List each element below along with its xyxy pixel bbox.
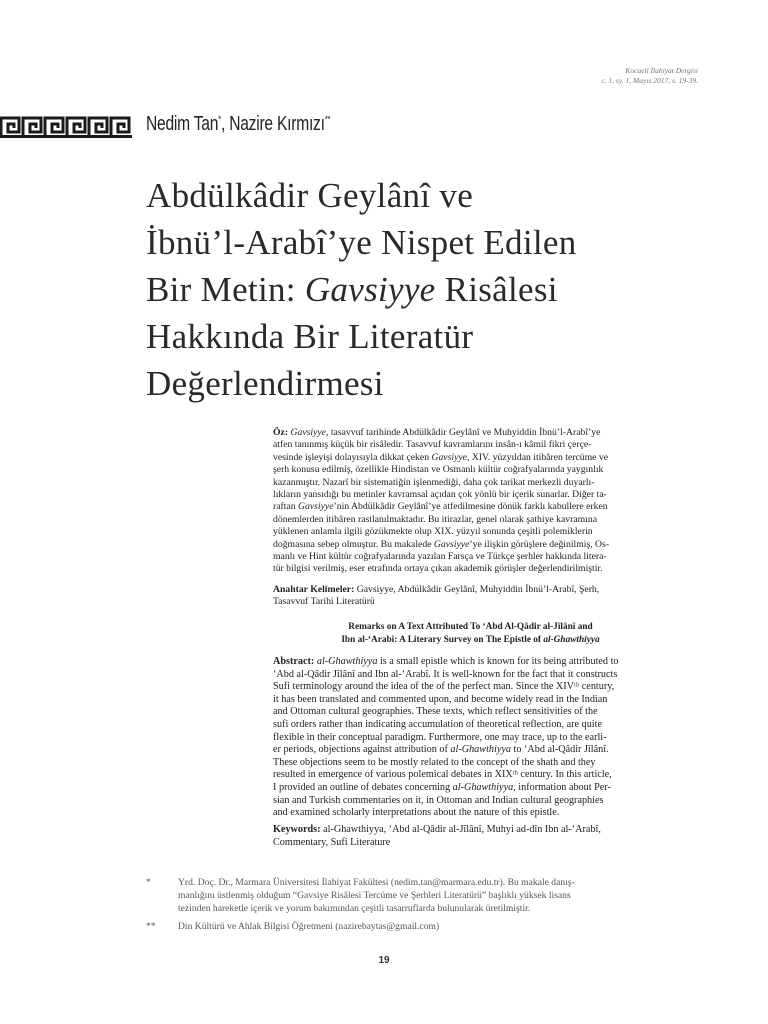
footnote-line: Din Kültürü ve Ahlak Bilgisi Öğretmeni (nazirebaytas@gmail.com): [178, 921, 440, 932]
abstract-text: These objections seem to be mostly related to the concept of the shath and they: [273, 756, 596, 768]
abstract-line: [273, 563, 668, 575]
abstract-text: raftan: [273, 501, 299, 513]
italic-term: al-Ghawthiyya: [316, 656, 378, 667]
title-line: [146, 266, 706, 313]
author-separator: ,: [220, 113, 230, 135]
keywords-label: Keywords:: [273, 824, 324, 835]
footnote-mark: *: [146, 877, 151, 888]
keywords-line: [273, 824, 668, 837]
abstract-text: ’ye ilişkin görüşlere değinilmiş, Os-: [469, 538, 610, 550]
abstract-text: lıkların yansıdığı bu metinler kavramsal açıdan çok yönlü bir içerik sunarlar. Diğer ta-: [273, 489, 607, 501]
footnote-2: [178, 920, 678, 933]
abstract-line: [273, 439, 668, 451]
english-title-italic: al-Ghawthiyya: [543, 635, 600, 645]
abstract-line: [273, 656, 668, 669]
abstract-text: , tasavvuf tarihinde Abdülkâdir Geylânî ve Muhyiddin İbnü’l-Arabî’ye: [326, 427, 601, 438]
abstract-text: resulted in emergence of various polemical debates in XIXᵗʰ century. In this article,: [273, 769, 612, 781]
title-line: İbnü’l-Arabî’ye Nispet Edilen: [146, 223, 577, 262]
abstract-text: yüklenen anlamla ilgili gözükmekte olup XIX. yüzyıl sonunda çeşitli polemiklerin: [273, 526, 593, 538]
title-line: Değerlendirmesi: [146, 364, 384, 403]
turkish-abstract: [273, 427, 668, 576]
abstract-line: [273, 694, 668, 707]
abstract-line: [273, 757, 668, 770]
abstract-text: şerh konusu edilmiş, özellikle Hindistan ve Osmanlı kültür coğrafyalarında yaygınlık: [273, 464, 604, 476]
turkish-keywords: [273, 584, 668, 609]
title-line: Hakkında Bir Literatür: [146, 317, 474, 356]
journal-name: Kocaeli İlahiyat Dergisi: [625, 66, 698, 75]
footnote-1: [178, 876, 678, 915]
abstract-line: [273, 539, 668, 551]
english-keywords: [273, 824, 668, 849]
abstract-line: [273, 452, 668, 464]
abstract-line: [273, 706, 668, 719]
abstract-text: Sufi terminology around the idea of the of the perfect man. Since the XIVᵗʰ century,: [273, 681, 615, 693]
abstract-line: [273, 464, 668, 476]
abstract-text: , information about Per-: [513, 781, 611, 793]
abstract-text: , XIV. yüzyıldan itibâren tercüme ve: [466, 451, 609, 463]
abstract-text: is a small epistle which is known for its being attributed to: [377, 656, 619, 667]
footnote-line: tezinden hareketle içerik ve yorum bakımından çeşitli tasarruflarda bulunularak üretilmiştir.: [178, 903, 531, 914]
title-text: Bir Metin:: [146, 270, 305, 309]
abstract-line: [273, 681, 668, 694]
english-title-line: Remarks on A Text Attributed To ‘Abd Al-Qâdir al-Jîlânî and: [348, 622, 593, 632]
abstract-line: [273, 489, 668, 501]
abstract-text: tür bilgisi verilmiş, eser etrafında ortaya çıkan akademik görüşler değerlendirilmiştir.: [273, 563, 603, 575]
abstract-text: doğmasına sebep olmuştur. Bu makalede: [273, 538, 434, 550]
english-title: [273, 621, 668, 647]
abstract-line: [273, 501, 668, 513]
article-title: [146, 172, 706, 407]
title-line: Abdülkâdir Geylânî ve: [146, 176, 474, 215]
journal-issue: c. 1, sy. 1, Mayıs 2017, s. 19-39.: [601, 76, 698, 85]
abstract-text: vesinde işleyişi dolayısıyla dikkat çeken: [273, 451, 432, 463]
author-name: Nazire Kırmızı: [229, 113, 325, 135]
abstract-line: [273, 732, 668, 745]
title-italic-text: Gavsiyye: [304, 270, 436, 309]
journal-citation: [601, 66, 698, 86]
keywords-text: al-Ghawthiyya, ‘Abd al-Qâdir al-Jîlânî, Muhyi ad-dîn Ibn al-‘Arabî,: [323, 824, 601, 835]
abstract-text: kazanmıştır. Nazarî bir sistematiğin işlenmediği, daha çok tarikat merkezli duyarlı-: [273, 476, 595, 488]
abstract-line: [273, 744, 668, 757]
italic-term: Gavsiyye: [298, 501, 334, 513]
author-name: Nedim Tan: [146, 113, 219, 135]
abstract-text: er periods, objections against attribution of: [273, 744, 451, 756]
italic-term: al-Ghawthiyya: [450, 744, 511, 756]
abstract-line: [273, 477, 668, 489]
footnote-marker[interactable]: **: [324, 114, 331, 126]
abstract-line: [273, 514, 668, 526]
abstract-text: and Ottoman cultural geographies. These texts, which reflect sensitivities of the: [273, 706, 598, 718]
abstract-text: and examined scholarly interpretations about the nature of this epistle.: [273, 807, 560, 819]
footnote-line: manlığını üstlenmiş olduğum “Gavsiye Risâlesi Tercüme ve Şerhleri Literatürü” başlıklı yüksek lisans: [178, 890, 571, 901]
italic-term: Gavsiyye: [290, 427, 326, 438]
abstract-line: [273, 782, 668, 795]
abstract-line: [273, 427, 668, 439]
italic-term: al-Ghawthiyya: [452, 781, 514, 793]
keywords-line: [273, 584, 668, 596]
english-title-text: Ibn al-‘Arabî: A Literary Survey on The Epistle of: [341, 635, 544, 645]
footnote-mark: **: [146, 921, 156, 932]
english-abstract: [273, 656, 668, 820]
abstract-text: flexible in their conceptual paradigm. Furthermore, one may trace, up to the earli-: [273, 731, 607, 743]
italic-term: Gavsiyye: [433, 538, 470, 550]
abstract-label: Abstract:: [273, 656, 317, 667]
abstract-text: it has been translated and commented upon, and become widely read in the Indian: [273, 693, 608, 705]
abstract-text: sufi orders rather than indicating accumulation of theoretical reflection, are quite: [273, 718, 602, 730]
turkish-abstract-body: [273, 427, 668, 576]
abstract-text: ’nin Abdülkâdir Geylânî’ye atfedilmesine dönük farklı kabullere erken: [333, 501, 608, 513]
page-number: 19: [378, 955, 390, 966]
abstract-text: manlı ve Hint kültür coğrafyalarında yazılan Farsça ve Türkçe şerhler hakkında litera-: [273, 551, 607, 563]
footnote-marker[interactable]: *: [218, 114, 221, 126]
keywords-label: Anahtar Kelimeler:: [273, 584, 357, 595]
english-abstract-body: [273, 656, 668, 820]
abstract-text: sian and Turkish commentaries on it, in Ottoman and Indian cultural geographies: [273, 794, 604, 806]
authors-line: [146, 113, 330, 136]
italic-term: Gavsiyye: [431, 451, 467, 463]
abstract-line: [273, 719, 668, 732]
english-title-line: [273, 634, 668, 647]
title-text: Risâlesi: [435, 270, 558, 309]
footnote-line: Yrd. Doç. Dr., Marmara Üniversitesi İlahiyat Fakültesi (nedim.tan@marmara.edu.tr). Bu makale danış-: [178, 877, 575, 888]
abstract-text: I provided an outline of debates concerning: [273, 781, 453, 793]
abstract-text: atfen tanınmış küçük bir risâledir. Tasavvuf kavramlarını insân-ı kâmil fikri çerçe-: [273, 439, 592, 451]
abstract-text: ‘Abd al-Qâdir Jîlânî and Ibn al-‘Arabî. It is well-known for the fact that it constructs: [273, 668, 618, 680]
abstract-line: [273, 807, 668, 820]
abstract-line: [273, 526, 668, 538]
keywords-line: Tasavvuf Tarihi Literatürü: [273, 596, 375, 608]
abstract-line: [273, 795, 668, 808]
keywords-text: Gavsiyye, Abdülkâdir Geylânî, Muhyiddin İbnü’l-Arabî, Şerh,: [356, 584, 600, 595]
abstract-line: [273, 769, 668, 782]
abstract-text: to ‘Abd al-Qâdir Jîlânî.: [510, 744, 609, 756]
abstract-line: [273, 669, 668, 682]
keywords-line: Commentary, Sufi Literature: [273, 836, 391, 848]
abstract-text: dönemlerden itibâren rastlanılmaktadır. Bu itirazlar, genel olarak şathiye kavramına: [273, 513, 598, 525]
abstract-line: [273, 551, 668, 563]
abstract-label: Öz:: [273, 427, 291, 438]
greek-key-ornament-icon: [0, 116, 132, 138]
